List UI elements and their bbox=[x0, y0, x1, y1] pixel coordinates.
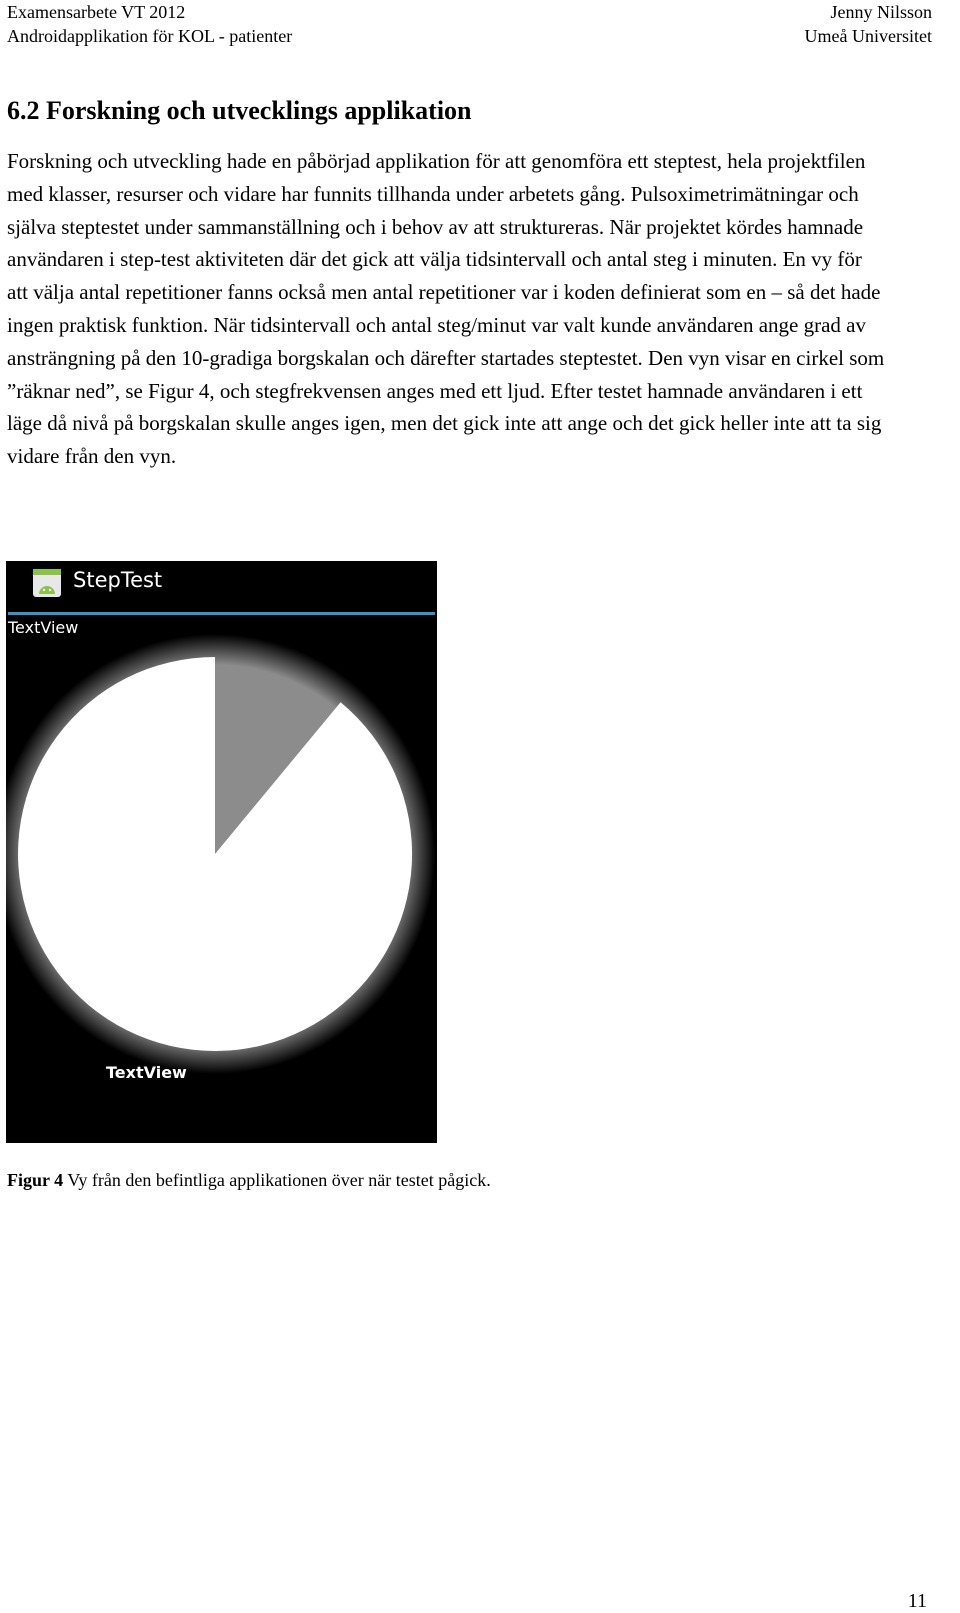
running-header-left bbox=[7, 0, 292, 48]
page-number: 11 bbox=[907, 1590, 927, 1612]
body-paragraph: Forskning och utveckling hade en påbörjad applikation för att genomföra ett steptest, hela projektfilen med klasser, resurser och vidare har funnits tillhanda under arbetets gång. Pulsoximetrimätningar och själva steptestet under sammanställning och i behov av att struktureras. När projektet kördes hamnade användaren i step-test aktiviteten där det gick att välja tidsintervall och antal steg i minuten. En vy för att välja antal repetitioner fanns också men antal repetitioner var i koden definierat som en – så det hade ingen praktisk funktion. När tidsintervall och antal steg/minut var valt kunde användaren ange grad av ansträngning på den 10-gradiga borgskalan och därefter startades steptestet. Den vyn visar en cirkel som ”räknar ned”, se Figur 4, och stegfrekvensen anges med ett ljud. Efter testet hamnade användaren i ett läge då nivå på borgskalan skulle anges igen, men det gick inte att ange och det gick heller inte att ta sig vidare från den vyn. bbox=[7, 149, 885, 469]
header-course: Examensarbete VT 2012 bbox=[7, 2, 186, 22]
top-textview: TextView bbox=[8, 618, 79, 637]
figure-caption-text: Vy från den befintliga applikationen över när testet pågick. bbox=[67, 1170, 491, 1190]
header-university: Umeå Universitet bbox=[804, 26, 932, 46]
title-divider bbox=[8, 612, 435, 615]
header-author: Jenny Nilsson bbox=[830, 2, 932, 22]
bottom-textview: TextView bbox=[106, 1063, 187, 1082]
section-heading: 6.2 Forskning och utvecklings applikation bbox=[7, 96, 472, 125]
figure-caption bbox=[7, 1168, 491, 1192]
android-app-icon bbox=[30, 566, 64, 600]
app-screenshot-figure bbox=[6, 561, 437, 1143]
app-title-bar bbox=[6, 561, 437, 611]
running-header-right bbox=[805, 0, 932, 48]
app-title: StepTest bbox=[73, 568, 163, 592]
header-thesis-title: Androidapplikation för KOL - patienter bbox=[7, 26, 293, 46]
figure-caption-label: Figur 4 bbox=[7, 1170, 64, 1190]
countdown-circle-canvas bbox=[6, 561, 437, 1143]
